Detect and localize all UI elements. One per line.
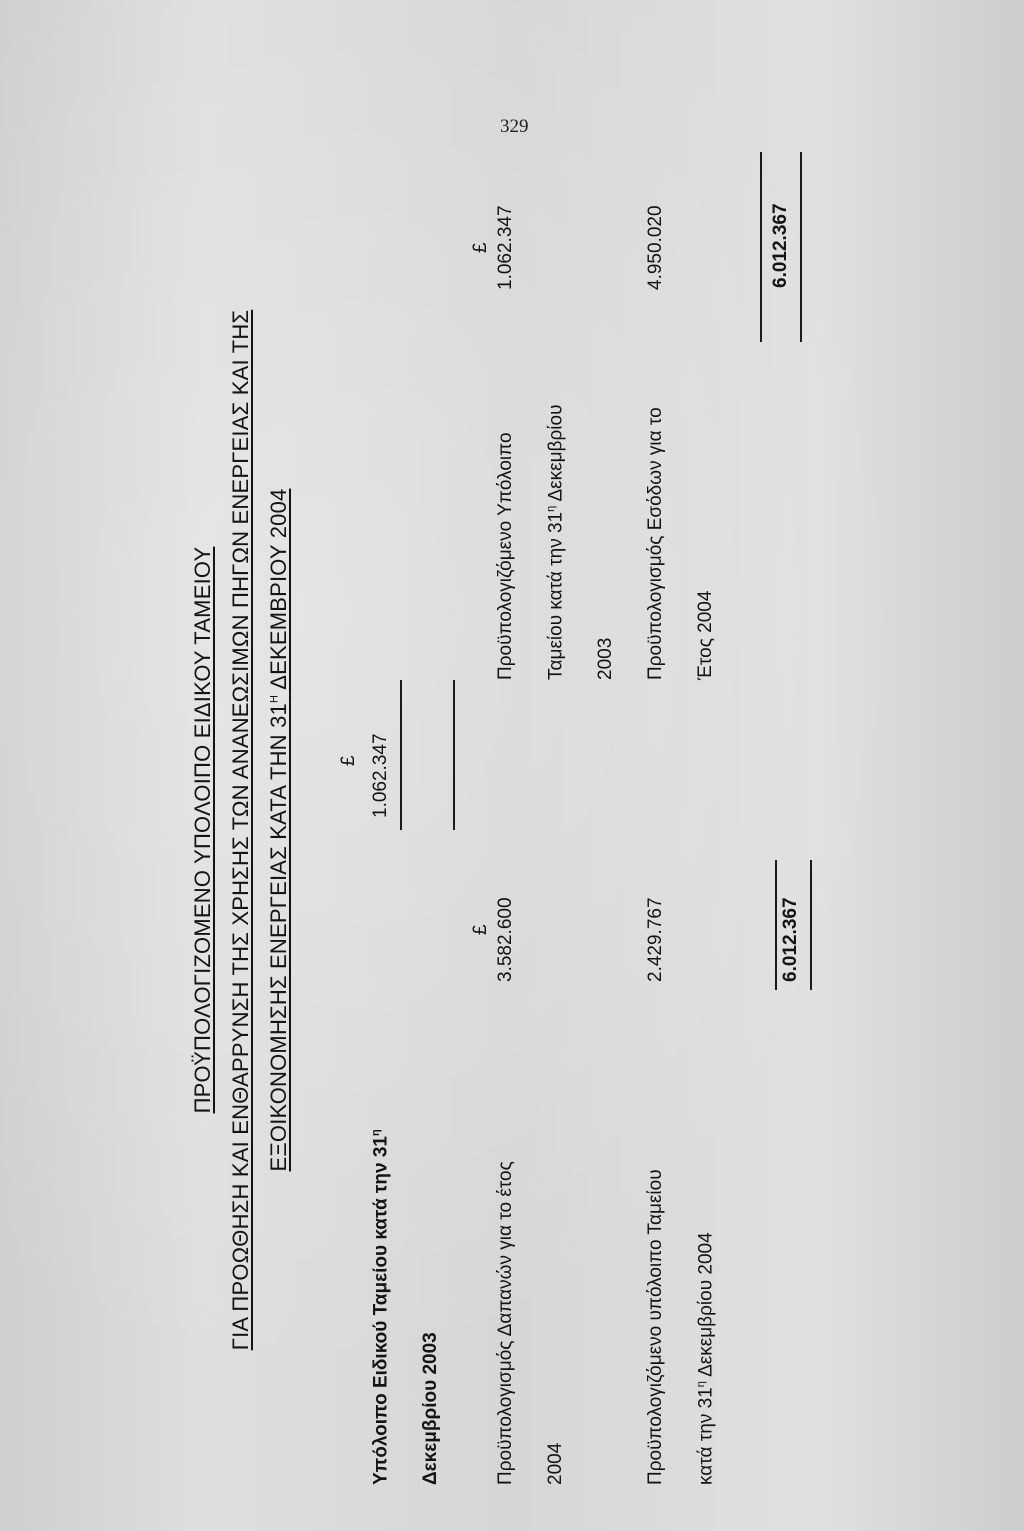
page-number: 329	[500, 116, 529, 137]
right-opening-label-3: 2003	[595, 637, 616, 680]
right-opening-amount: 1.062.347	[495, 205, 516, 290]
title-line-3-sup: Η	[268, 694, 281, 704]
left-opening-rule-2	[453, 680, 455, 830]
right-total-rule-bottom	[800, 152, 802, 342]
left-opening-label-1-sup: η	[370, 1129, 382, 1137]
rotated-statement	[190, 150, 830, 1510]
title-line-3-text: ΕΞΟΙΚΟΝΟΜΗΣΗΣ ΕΝΕΡΓΕΙΑΣ ΚΑΤΑ ΤΗΝ 31	[266, 703, 291, 1172]
right-opening-label-2-post: Δεκεμβρίου	[545, 404, 567, 506]
left-expenses-label-1: Προϋπολογισμός Δαπανών για το έτος	[495, 1161, 516, 1485]
right-revenue-amount: 4.950.020	[645, 205, 666, 290]
left-total-rule-top	[775, 860, 777, 990]
left-opening-label-1-text: Υπόλοιπο Ειδικού Ταμείου κατά την 31	[370, 1136, 392, 1485]
left-closing-label-2-post: Δεκεμβρίου 2004	[695, 1232, 717, 1382]
right-opening-label-1: Προϋπολογιζόμενο Υπόλοιπο	[495, 432, 516, 680]
title-line-2: ΓΙΑ ΠΡΟΩΘΗΣΗ ΚΑΙ ΕΝΘΑΡΡΥΝΣΗ ΤΗΣ ΧΡΗΣΗΣ ΤΩΝ ΑΝΑΝΕΩΣΙΜΩΝ ΠΗΓΩΝ ΕΝΕΡΓΕΙΑΣ ΚΑΙ ΤΗΣ	[228, 309, 253, 1351]
right-revenue-label-2: Έτος 2004	[695, 590, 716, 680]
left-opening-rule	[400, 680, 402, 830]
left-opening-label-2: Δεκεμβρίου 2003	[420, 1332, 441, 1485]
title-line-3-date: ΔΕΚΕΜΒΡΙΟΥ 2004	[266, 488, 291, 695]
left-expenses-label-2: 2004	[545, 1442, 566, 1485]
left-closing-label-1: Προϋπολογιζόμενο υπόλοιπο Ταμείου	[645, 1169, 666, 1485]
left-total-rule-bottom	[810, 860, 812, 990]
right-total-amount: 6.012.367	[770, 203, 791, 288]
title-line-1: ΠΡΟΫΠΟΛΟΓΙΖΟΜΕΝΟ ΥΠΟΛΟΙΠΟ ΕΙΔΙΚΟΥ ΤΑΜΕΙΟΥ	[190, 546, 215, 1114]
title-line-3	[266, 150, 292, 1510]
left-expenses-amount: 3.582.600	[495, 897, 516, 982]
right-opening-currency: £	[470, 242, 491, 253]
right-opening-label-2-pre: Ταμείου κατά την 31	[545, 511, 567, 680]
left-closing-label-2	[695, 1232, 717, 1485]
right-opening-label-2-sup: η	[545, 505, 557, 512]
left-opening-currency: £	[338, 755, 359, 766]
right-revenue-label-1: Προϋπολογισμός Εσόδων για το	[645, 407, 666, 680]
left-total-amount: 6.012.367	[780, 897, 801, 982]
right-total-rule-top	[760, 152, 762, 342]
left-expenses-currency: £	[470, 924, 491, 935]
left-closing-amount: 2.429.767	[645, 897, 666, 982]
left-closing-label-2-pre: κατά την 31	[695, 1387, 717, 1485]
right-opening-label-2	[545, 405, 567, 680]
left-opening-amount: 1.062.347	[370, 733, 391, 818]
left-opening-label-1	[370, 1129, 392, 1485]
left-closing-label-2-sup: η	[695, 1381, 707, 1388]
